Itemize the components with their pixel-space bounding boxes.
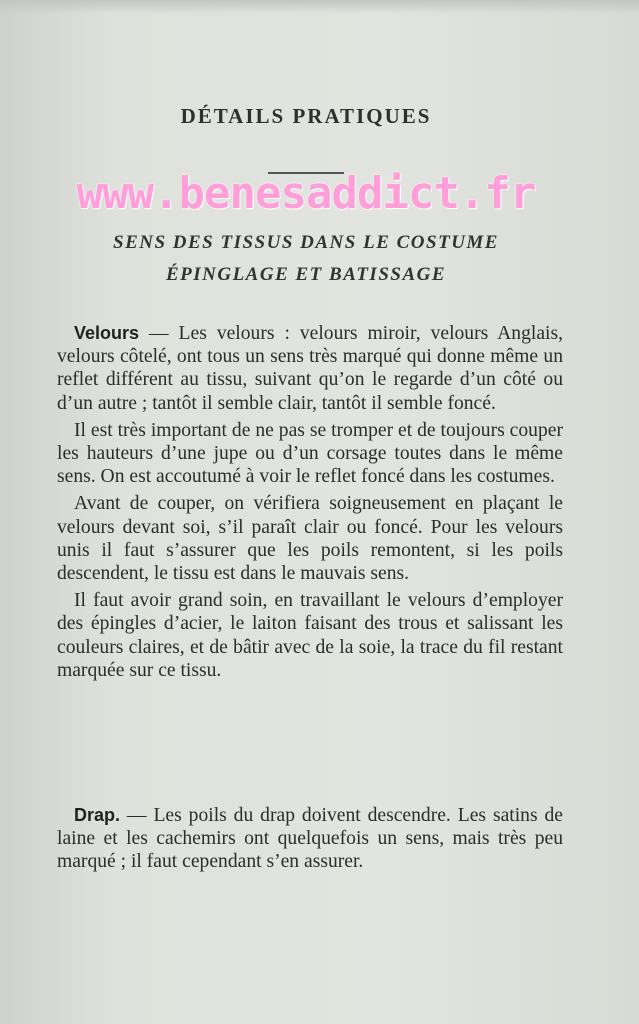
drap-text-1: — Les poils du drap doivent descendre. Les satins de laine et les cachemirs ont quelquefois un sens, mais très peu marqué ; il faut cependant s’en assurer. xyxy=(57,805,563,873)
page-edge-shadow xyxy=(0,0,639,14)
velours-paragraph-4: Il faut avoir grand soin, en travaillant le velours d’employer des épingles d’acier, le laiton faisant des trous et salissant les couleurs claires, et de bâtir avec de la soie, la trace du fil restant marquée sur ce tissu. xyxy=(57,590,563,681)
velours-paragraph-1 xyxy=(57,322,563,415)
velours-term: Velours xyxy=(74,323,140,343)
drap-paragraph-1 xyxy=(57,804,563,874)
page-header: DÉTAILS PRATIQUES xyxy=(180,104,432,128)
watermark: www.benesaddict.fr xyxy=(76,168,536,219)
drap-section xyxy=(57,804,563,874)
velours-paragraph-2: Il est très important de ne pas se tromper et de toujours couper les hauteurs d’une jupe ou d’un corsage toutes dans le même sens. On est accoutumé à voir le reflet foncé dans les costumes. xyxy=(57,419,563,488)
velours-paragraph-3: Avant de couper, on vérifiera soigneusement en plaçant le velours devant soi, s’il paraît clair ou foncé. Pour les velours unis il faut s’assurer que les poils remontent, si les poils descendent, le tissu est dans le mauvais sens. xyxy=(57,493,563,585)
section-title-line-1: SENS DES TISSUS DANS LE COSTUME xyxy=(113,232,499,253)
drap-term: Drap. xyxy=(74,805,121,825)
velours-text-1: — Les velours : velours miroir, velours Anglais, velours côtelé, ont tous un sens très marqué qui donne même un reflet différent au tissu, suivant qu’on le regarde d’un côté ou d’un autre ; tantôt il semble clair, tantôt il semble foncé. xyxy=(57,323,563,414)
velours-section xyxy=(57,322,563,682)
section-title-line-2: ÉPINGLAGE ET BATISSAGE xyxy=(165,264,447,285)
